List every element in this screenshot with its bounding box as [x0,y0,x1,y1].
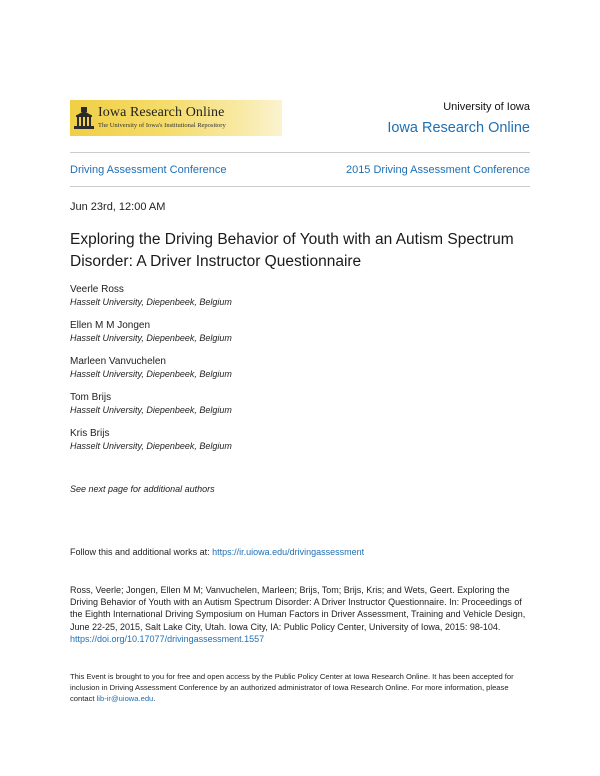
logo-title: Iowa Research Online [98,105,225,120]
old-capitol-icon [73,106,95,130]
author-affiliation: Hasselt University, Diepenbeek, Belgium [70,441,232,451]
citation-text: Ross, Veerle; Jongen, Ellen M M; Vanvuchelen, Marleen; Brijs, Tom; Brijs, Kris; and Wets, Geert. Exploring the Driving Behavior of Youth with an Autism Spectrum Disorder: A Driver Instructor Questionnaire. In: Proceedings of the Eighth International Driving Symposium on Human Factors in Driver Assessment, Training and Vehicle Design, June 22-25, 2015, Salt Lake City, Utah. Iowa City, IA: Public Policy Center, University of Iowa, 2015: 98-104. [70,585,526,632]
author-entry [70,319,530,355]
collection-link[interactable]: https://ir.uiowa.edu/drivingassessment [212,547,365,557]
citation [70,584,535,645]
access-notice [70,671,530,705]
author-entry [70,391,530,427]
doi-link[interactable]: https://doi.org/10.17077/drivingassessment.1557 [70,633,265,644]
university-name: University of Iowa [443,101,530,113]
notice-end: . [153,694,156,704]
author-name: Veerle Ross [70,284,124,295]
additional-authors-note: See next page for additional authors [70,484,215,494]
follow-text: Follow this and additional works at: [70,547,210,557]
author-list [70,283,530,463]
breadcrumb-year-conference[interactable]: 2015 Driving Assessment Conference [345,164,530,176]
follow-line [70,547,364,557]
notice-text: This Event is brought to you for free and open access by the Public Policy Center at Iowa Research Online. It has been accepted for inclusion in Driving Assessment Conference by an authorized administrator of Iowa Research Online. For more information, please contact [70,672,514,704]
author-entry [70,427,530,463]
logo-subtitle: The University of Iowa's Institutional Repository [98,122,226,129]
divider [70,152,530,153]
author-name: Ellen M M Jongen [70,320,151,331]
divider [70,186,530,187]
author-name: Marleen Vanvuchelen [70,356,166,367]
paper-title: Exploring the Driving Behavior of Youth with an Autism Spectrum Disorder: A Driver Instructor Questionnaire [70,231,514,270]
author-affiliation: Hasselt University, Diepenbeek, Belgium [70,333,232,343]
author-name: Kris Brijs [70,428,110,439]
breadcrumb-conference[interactable]: Driving Assessment Conference [70,164,227,176]
repository-name-link[interactable]: Iowa Research Online [387,120,530,136]
author-name: Tom Brijs [70,392,112,403]
author-affiliation: Hasselt University, Diepenbeek, Belgium [70,369,232,379]
author-affiliation: Hasselt University, Diepenbeek, Belgium [70,297,232,307]
author-affiliation: Hasselt University, Diepenbeek, Belgium [70,405,232,415]
author-entry [70,355,530,391]
repository-logo[interactable] [70,100,282,136]
contact-email-link[interactable]: lib-ir@uiowa.edu [96,694,154,704]
author-entry [70,283,530,319]
event-date: Jun 23rd, 12:00 AM [70,201,166,213]
